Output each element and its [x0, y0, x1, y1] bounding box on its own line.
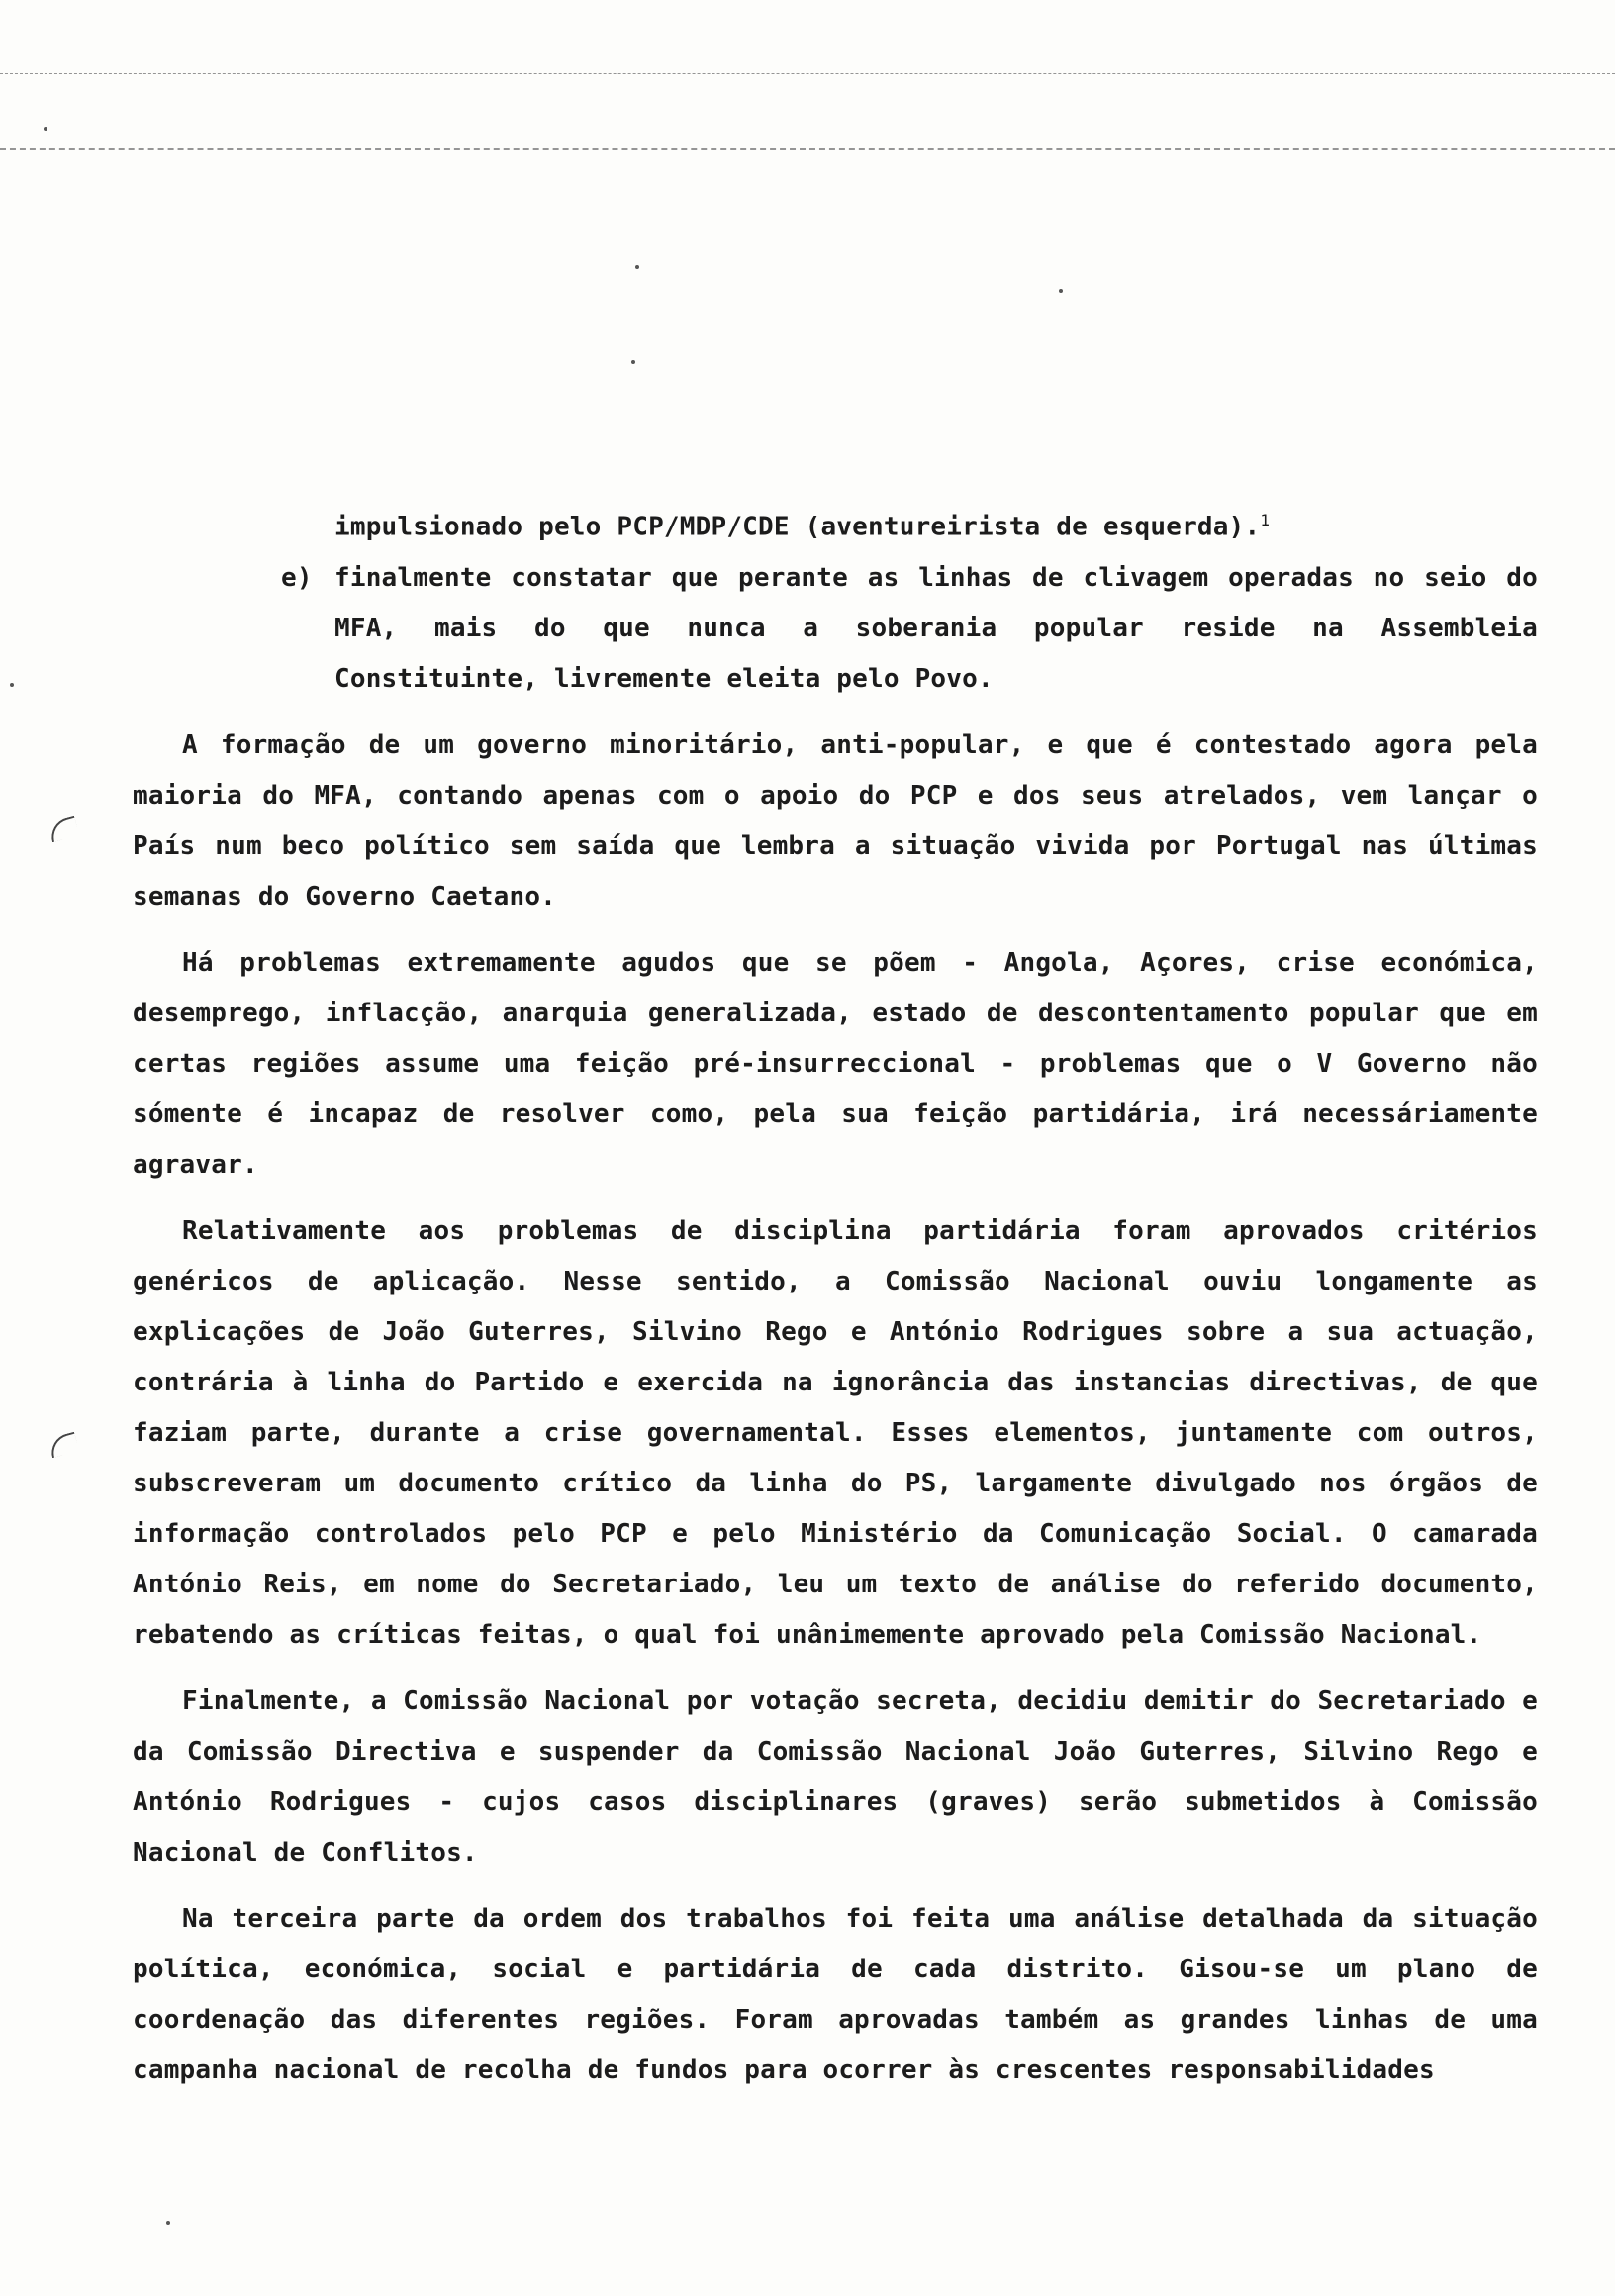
- speck: [1059, 289, 1063, 293]
- document-body: [133, 495, 1538, 2096]
- list-item-e: [133, 553, 1538, 705]
- scan-artifact-line: [0, 73, 1615, 74]
- paragraph: Há problemas extremamente agudos que se põem - Angola, Açores, crise económica, desemprego, inflacção, anarquia generalizada, estado de descontentamento popular que em certas regiões assume uma feição pré-insurreccional - problemas que o V Governo não sómente é incapaz de resolver como, pela sua feição partidária, irá necessáriamente agravar.: [133, 947, 1538, 1180]
- margin-mark: [48, 1432, 79, 1459]
- speck: [10, 683, 14, 687]
- speck: [631, 360, 635, 364]
- speck: [635, 265, 639, 269]
- list-item-text: finalmente constatar que perante as linhas de clivagem operadas no seio do MFA, mais do que nunca a soberania popular reside na Assembleia Constituinte, livremente eleita pelo Povo.: [334, 562, 1538, 694]
- speck: [44, 127, 48, 131]
- paragraph: Finalmente, a Comissão Nacional por votação secreta, decidiu demitir do Secretariado e da Comissão Directiva e suspender da Comissão Nacional João Guterres, Silvino Rego e António Rodrigues - cujos casos disciplinares (graves) serão submetidos à Comissão Nacional de Conflitos.: [133, 1685, 1538, 1867]
- scan-artifact-line: [0, 148, 1615, 150]
- margin-mark: [48, 816, 79, 843]
- opening-line: [133, 495, 1538, 553]
- speck: [166, 2221, 170, 2225]
- list-item-marker: e): [281, 562, 313, 593]
- paragraph: Na terceira parte da ordem dos trabalhos foi feita uma análise detalhada da situação política, económica, social e partidária de cada distrito. Gisou-se um plano de coordenação das diferentes regiões. Foram aprovadas também as grandes linhas de uma campanha nacional de recolha de fundos para ocorrer às crescentes responsabilidades: [133, 1903, 1538, 2085]
- paragraph: Relativamente aos problemas de disciplina partidária foram aprovados critérios genéricos de aplicação. Nesse sentido, a Comissão Nacional ouviu longamente as explicações de João Guterres, Silvino Rego e António Rodrigues sobre a sua actuação, contrária à linha do Partido e exercida na ignorância das instancias directivas, de que faziam parte, durante a crise governamental. Esses elementos, juntamente com outros, subscreveram um documento crítico da linha do PS, largamente divulgado nos órgãos de informação controlados pelo PCP e pelo Ministério da Comunicação Social. O camarada António Reis, em nome do Secretariado, leu um texto de análise do referido documento, rebatendo as críticas feitas, o qual foi unânimemente aprovado pela Comissão Nacional.: [133, 1215, 1538, 1650]
- opening-line-text: impulsionado pelo PCP/MDP/CDE (aventureirista de esquerda).: [334, 512, 1261, 542]
- paragraph: A formação de um governo minoritário, anti-popular, e que é contestado agora pela maioria do MFA, contando apenas com o apoio do PCP e dos seus atrelados, vem lançar o País num beco político sem saída que lembra a situação vivida por Portugal nas últimas semanas do Governo Caetano.: [133, 729, 1538, 911]
- footnote-mark: 1: [1260, 511, 1271, 529]
